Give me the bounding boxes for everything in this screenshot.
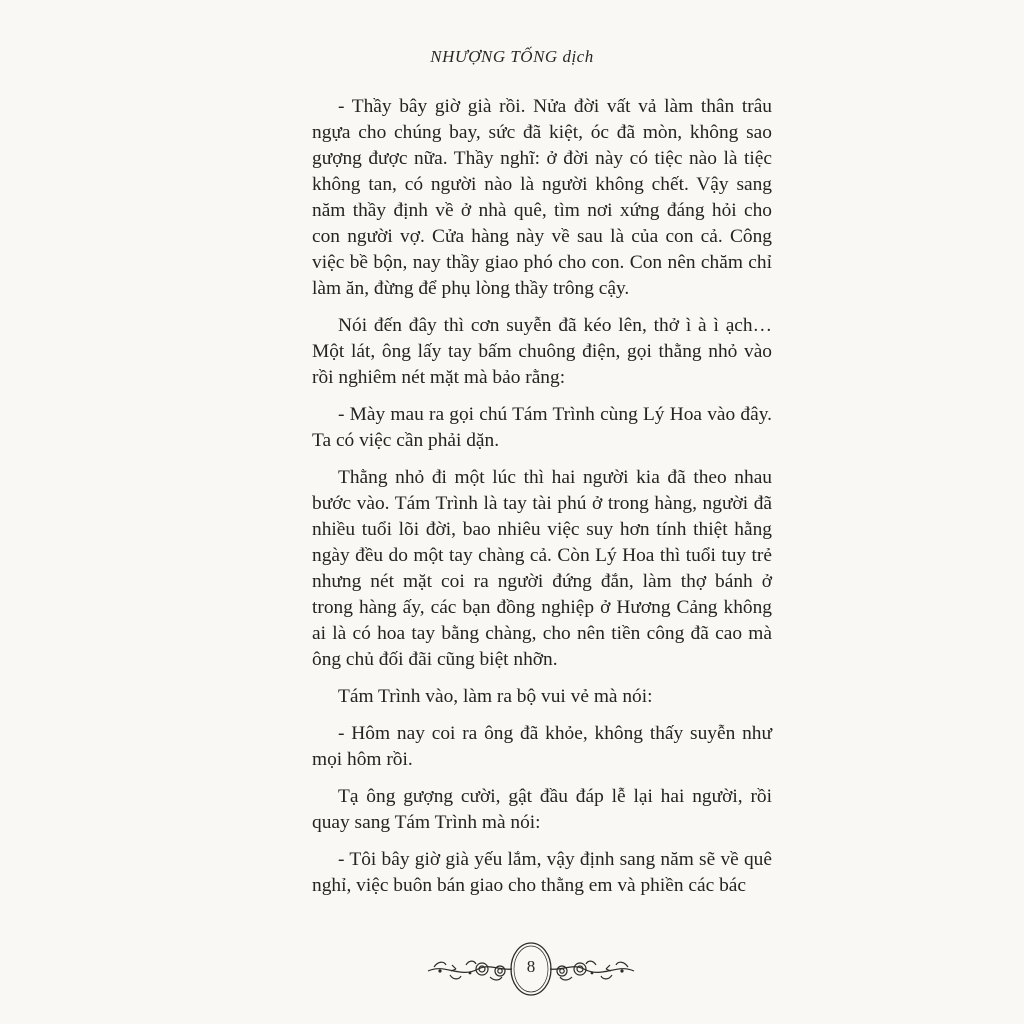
page-footer-ornament xyxy=(420,941,642,999)
paragraph: - Mày mau ra gọi chú Tám Trình cùng Lý Hoa vào đây. Ta có việc cần phải dặn. xyxy=(312,404,772,451)
paragraph: Nói đến đây thì cơn suyễn đã kéo lên, thở ì à ì ạch… Một lát, ông lấy tay bấm chuông điện, gọi thằng nhỏ vào rồi nghiêm nét mặt mà bảo rằng: xyxy=(312,315,772,388)
running-header: NHƯỢNG TỐNG dịch xyxy=(430,47,594,66)
body-text xyxy=(312,94,772,910)
paragraph: - Hôm nay coi ra ông đã khỏe, không thấy suyễn như mọi hôm rồi. xyxy=(312,723,772,770)
paragraph: - Tôi bây giờ già yếu lắm, vậy định sang năm sẽ về quê nghỉ, việc buôn bán giao cho thằng em và phiền các bác xyxy=(312,849,772,896)
paragraph: Thằng nhỏ đi một lúc thì hai người kia đã theo nhau bước vào. Tám Trình là tay tài phú ở trong hàng, người đã nhiều tuổi lõi đời, bao nhiêu việc suy hơn tính thiệt hằng ngày đều do một tay chàng cả. Còn Lý Hoa thì tuổi tuy trẻ nhưng nét mặt coi ra người đứng đắn, làm thợ bánh ở trong hàng ấy, các bạn đồng nghiệp ở Hương Cảng không ai là có hoa tay bằng chàng, cho nên tiền công đã cao mà ông chủ đối đãi cũng biệt nhỡn. xyxy=(312,467,772,670)
paragraph: Tạ ông gượng cười, gật đầu đáp lễ lại hai người, rồi quay sang Tám Trình mà nói: xyxy=(312,786,772,833)
page-number: 8 xyxy=(526,957,536,976)
paragraph: - Thầy bây giờ già rồi. Nửa đời vất vả làm thân trâu ngựa cho chúng bay, sức đã kiệt, óc đã mòn, không sao gượng được nữa. Thầy nghĩ: ở đời này có tiệc nào là tiệc không tan, có người nào là người không chết. Vậy sang năm thầy định về ở nhà quê, tìm nơi xứng đáng hỏi cho con người vợ. Cửa hàng này về sau là của con cả. Công việc bề bộn, nay thầy giao phó cho con. Con nên chăm chỉ làm ăn, đừng để phụ lòng thầy trông cậy. xyxy=(312,96,772,299)
paragraph: Tám Trình vào, làm ra bộ vui vẻ mà nói: xyxy=(338,686,653,707)
